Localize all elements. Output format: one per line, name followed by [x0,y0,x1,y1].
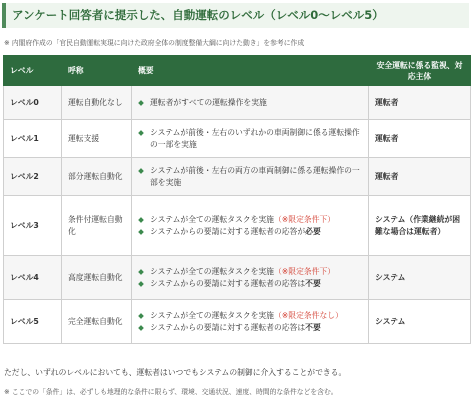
diamond-bullet-icon [138,313,144,319]
cell-subject: システム [369,300,471,344]
summary-bullet [138,226,362,238]
diamond-bullet-icon [138,325,144,331]
summary-text: システムからの要請に対する運転者の応答が [150,226,306,236]
summary-text: システムからの要請に対する運転者の応答は [150,322,306,332]
diamond-bullet-icon [138,269,144,275]
summary-text: 運転者がすべての運転操作を実施 [150,97,267,107]
summary-text: システムが全ての運転タスクを実施 [150,266,274,276]
table-row [4,120,471,158]
table-row [4,196,471,256]
summary-bullet [138,266,362,278]
cell-name: 部分運転自動化 [62,158,132,196]
cell-subject: システム [369,256,471,300]
cell-level: レベル3 [4,196,62,256]
emphasis-text: 不要 [305,322,321,332]
summary-bullet [138,322,362,334]
cell-name: 運転自動化なし [62,86,132,120]
cell-level: レベル1 [4,120,62,158]
diamond-bullet-icon [138,130,144,136]
diamond-bullet-icon [138,168,144,174]
summary-text: システムからの要請に対する運転者の応答は [150,278,306,288]
source-note: ※ 内閣府作成の「官民自動運転実現に向けた政府全体の制度整備大綱に向けた動き」を参考に作成 [4,39,305,47]
cell-summary [132,120,369,158]
cell-summary [132,300,369,344]
cell-summary [132,86,369,120]
cell-subject: 運転者 [369,86,471,120]
cell-level: レベル5 [4,300,62,344]
condition-tag: （※限定条件下） [273,266,336,276]
summary-bullet [138,214,362,226]
summary-bullet [138,97,362,109]
condition-footnote: ※ ここでの「条件」は、必ずしも地理的な条件に限らず、環境、交通状況、速度、時間的な条件などを含む。 [4,388,338,396]
summary-text: システムが全ての運転タスクを実施 [150,214,274,224]
cell-name: 完全運転自動化 [62,300,132,344]
emphasis-text: 必要 [305,226,321,236]
table-row [4,86,471,120]
table-row [4,256,471,300]
intervention-note: ただし、いずれのレベルにおいても、運転者はいつでもシステムの制御に介入することができる。 [4,368,347,377]
header-name: 呼称 [62,56,132,86]
cell-name: 条件付運転自動化 [62,196,132,256]
levels-table [3,55,471,344]
cell-level: レベル0 [4,86,62,120]
condition-tag: （※限定条件下） [273,214,336,224]
summary-text: システムが全ての運転タスクを実施 [150,310,274,320]
cell-summary [132,196,369,256]
diamond-bullet-icon [138,281,144,287]
summary-text: システムが前後・左右の両方の車両制御に係る運転操作の一部を実施 [150,165,360,187]
table-row [4,158,471,196]
cell-subject: 運転者 [369,120,471,158]
cell-name: 運転支援 [62,120,132,158]
table-header-row [4,56,471,86]
cell-level: レベル4 [4,256,62,300]
cell-summary [132,256,369,300]
header-subject: 安全運転に係る監視、対応主体 [369,56,471,86]
table-body [4,86,471,344]
page-title: アンケート回答者に提示した、自動運転のレベル（レベル0〜レベル5） [2,3,469,28]
header-level: レベル [4,56,62,86]
summary-bullet [138,278,362,290]
diamond-bullet-icon [138,229,144,235]
summary-bullet [138,127,362,151]
cell-subject: 運転者 [369,158,471,196]
cell-name: 高度運転自動化 [62,256,132,300]
table-row [4,300,471,344]
cell-summary [132,158,369,196]
summary-text: システムが前後・左右のいずれかの車両制御に係る運転操作の一部を実施 [150,127,360,149]
cell-subject: システム（作業継続が困難な場合は運転者） [369,196,471,256]
emphasis-text: 不要 [305,278,321,288]
diamond-bullet-icon [138,217,144,223]
cell-level: レベル2 [4,158,62,196]
summary-bullet [138,165,362,189]
condition-tag: （※限定条件なし） [273,310,343,320]
diamond-bullet-icon [138,100,144,106]
header-summary: 概要 [132,56,369,86]
summary-bullet [138,310,362,322]
